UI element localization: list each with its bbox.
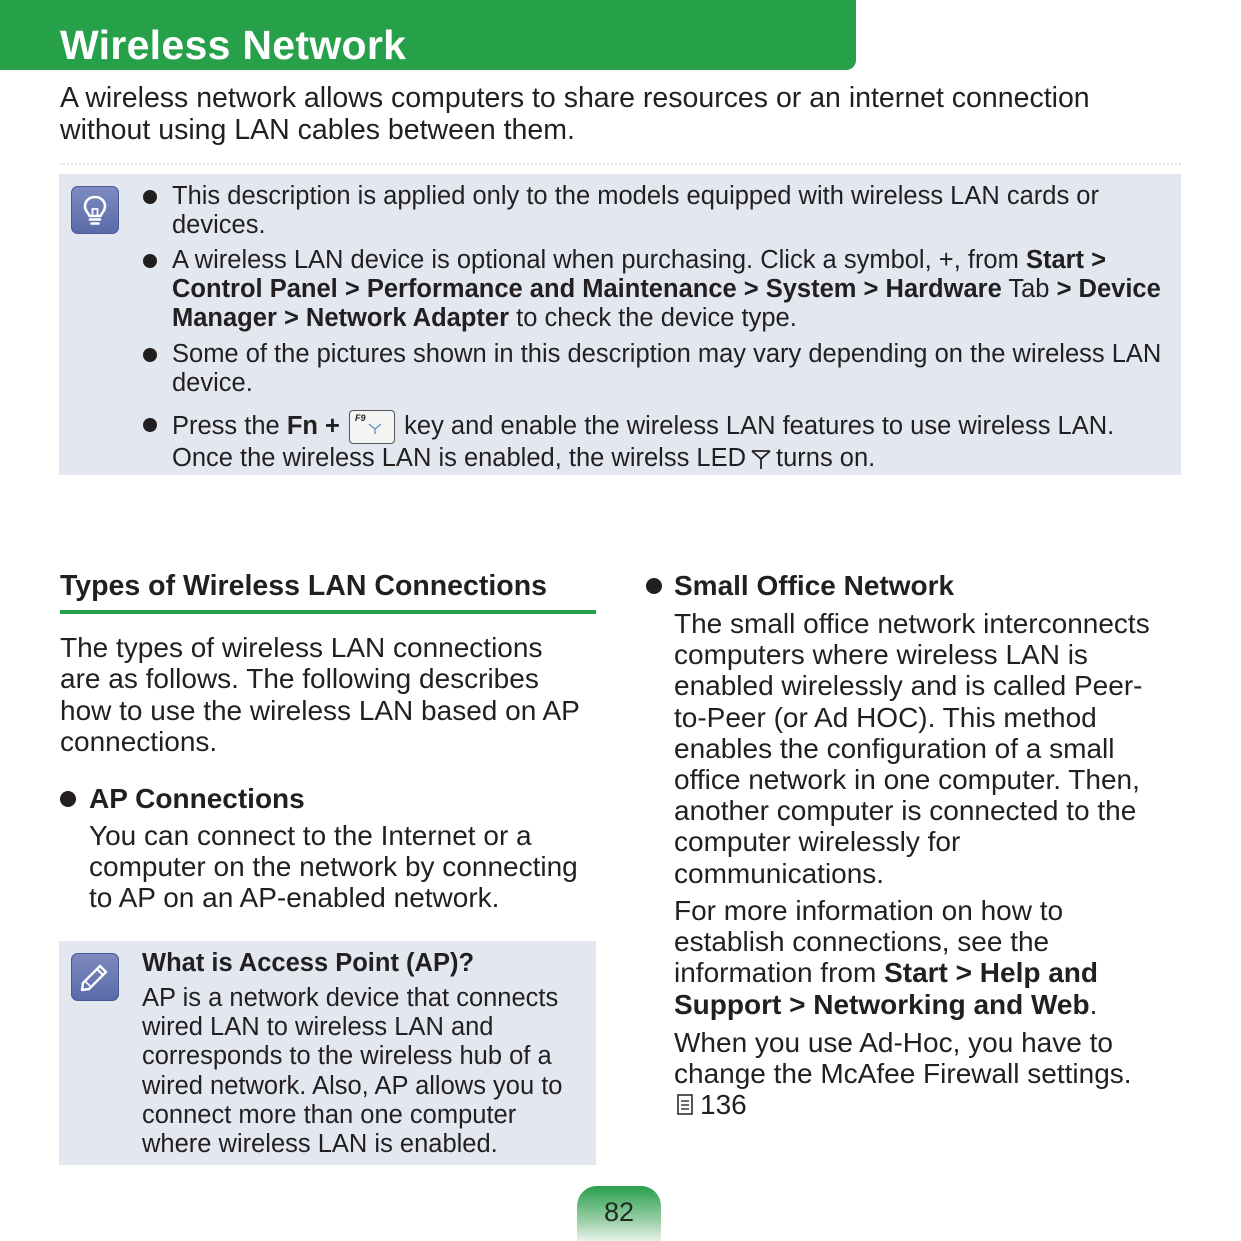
lightbulb-icon <box>71 186 119 234</box>
small-office-text: The small office network interconnects computers where wireless LAN is enabled wirelessly and is called Peer-to-Peer (or Ad HOC). This method enables the configuration of a small office network in one computer. Then, another computer is connected to the computer wirelessly for communications. <box>674 608 1150 889</box>
fn-key-label: Fn + <box>286 412 340 440</box>
pencil-note-icon <box>71 953 119 1001</box>
tip-item <box>143 410 1172 473</box>
help-text-post: . <box>1089 988 1098 1020</box>
tip-text-post: key and enable the wireless LAN features to use wireless LAN. <box>397 412 1115 440</box>
tip-text-post: to check the device type. <box>509 304 797 332</box>
adhoc-text: When you use Ad-Hoc, you have to change the McAfee Firewall settings. <box>674 1027 1132 1090</box>
tip-text: This description is applied only to the models equipped with wireless LAN cards or devices. <box>172 182 1099 239</box>
note-text: AP is a network device that connects wired LAN to wireless LAN and corresponds to the wireless hub of a wired network. Also, AP allows you to connect more than one computer where wireless LAN is enabled. <box>142 984 563 1159</box>
bullet-icon <box>646 578 662 594</box>
tip-text-tab: Tab <box>1001 275 1057 303</box>
tip-text-line2-end: turns on. <box>776 444 876 472</box>
help-menu-path: Start > Help and Support > Networking and Web <box>674 957 1099 1020</box>
bullet-icon <box>143 348 157 362</box>
tip-text-line2: Once the wireless LAN is enabled, the wirelss LED <box>172 444 747 472</box>
menu-path-2: > Device Manager > Network Adapter <box>172 275 1161 332</box>
ap-connections-heading: AP Connections <box>89 783 305 814</box>
page-reference-icon <box>674 1093 696 1117</box>
section-intro: The types of wireless LAN connections are as follows. The following describes how to use the wireless LAN based on AP connections. <box>60 632 580 757</box>
bullet-icon <box>143 254 157 268</box>
wireless-led-icon <box>750 448 772 470</box>
tip-text-pre: A wireless LAN device is optional when purchasing. Click a symbol, <box>172 246 939 274</box>
bullet-icon <box>60 791 76 807</box>
bullet-icon <box>143 418 157 432</box>
section-heading: Types of Wireless LAN Connections <box>60 568 596 614</box>
help-reference-text <box>674 895 1154 1020</box>
f9-key-label: F9 <box>355 413 366 423</box>
reference-page-number[interactable]: 136 <box>700 1089 747 1121</box>
tip-item <box>143 182 1172 240</box>
ap-connections-text: You can connect to the Internet or a computer on the network by connecting to AP on an AP-enabled network. <box>89 820 578 914</box>
adhoc-note <box>674 1027 1174 1121</box>
dotted-separator <box>60 163 1181 165</box>
page-title: Wireless Network <box>60 22 407 68</box>
bullet-icon <box>143 190 157 204</box>
page-number: 82 <box>577 1186 661 1241</box>
tip-item <box>143 340 1172 398</box>
intro-paragraph: A wireless network allows computers to share resources or an internet connection without using LAN cables between them. <box>60 82 1090 146</box>
tip-item <box>143 246 1172 333</box>
plus-symbol: + <box>938 246 954 274</box>
menu-path: Start > Control Panel > Performance and Maintenance > System > Hardware <box>172 246 1107 303</box>
tip-text: Some of the pictures shown in this description may vary depending on the wireless LAN device. <box>172 340 1162 397</box>
tip-text-mid: , from <box>953 246 1026 274</box>
small-office-heading: Small Office Network <box>674 570 955 601</box>
f9-key-icon <box>349 410 395 444</box>
help-text-pre: For more information on how to establish connections, see the information from <box>674 895 1064 989</box>
note-title: What is Access Point (AP)? <box>142 949 475 977</box>
tip-text-pre: Press the <box>172 412 287 440</box>
title-bar <box>0 0 856 70</box>
